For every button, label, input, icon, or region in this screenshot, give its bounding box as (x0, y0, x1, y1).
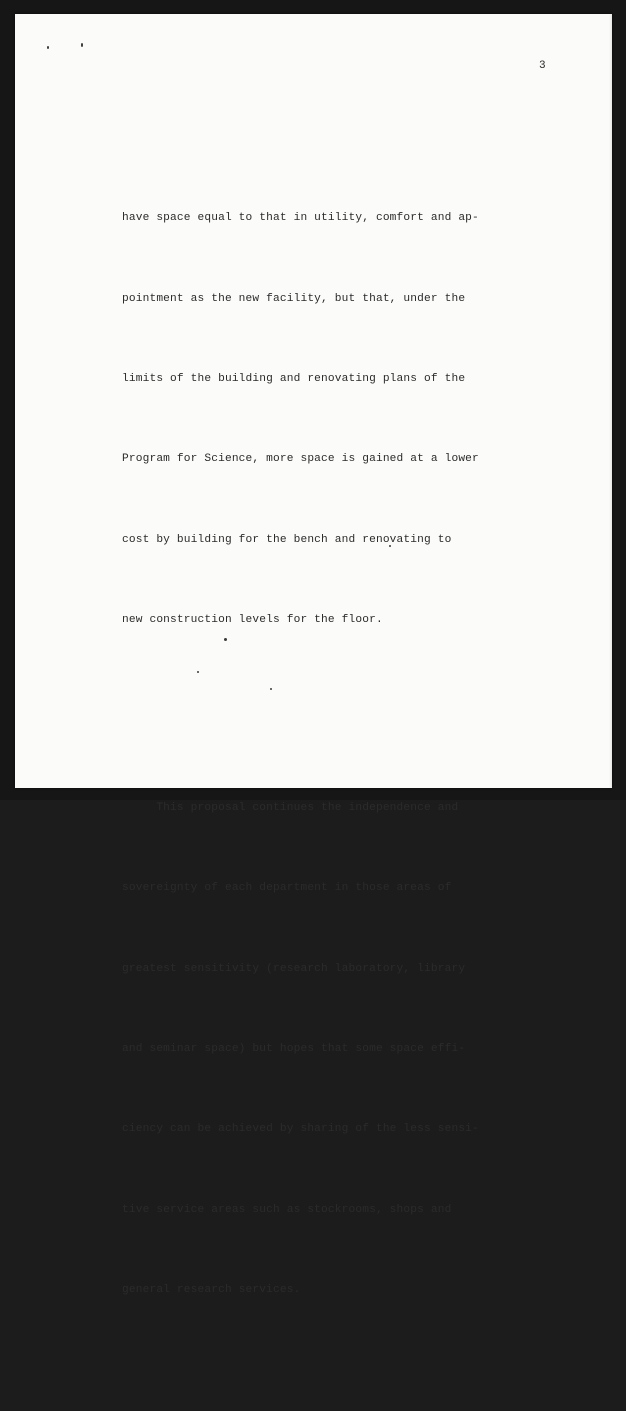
text-line: This proposal continues the independence and (122, 801, 459, 814)
text-line: have space equal to that in utility, comfort and ap- (122, 212, 479, 225)
text-line: general research services. (122, 1284, 301, 1297)
paragraph-2 (122, 741, 522, 1357)
text-line: new construction levels for the floor. (122, 614, 383, 627)
text-line: Program for Science, more space is gained at a lower (122, 453, 479, 466)
text-line: sovereignty of each department in those areas of (122, 882, 452, 895)
paragraph-1 (122, 152, 522, 688)
text-line: pointment as the new facility, but that, under the (122, 292, 466, 305)
text-line: ciency can be achieved by sharing of the less sensi- (122, 1123, 479, 1136)
ink-speck (81, 43, 83, 47)
body-text (122, 98, 522, 1411)
page-number: 3 (539, 60, 546, 72)
text-line: greatest sensitivity (research laboratory, library (122, 962, 466, 975)
document-page (15, 14, 612, 1297)
text-line: cost by building for the bench and renovating to (122, 533, 452, 546)
ink-speck (47, 46, 49, 49)
text-line: limits of the building and renovating plans of the (122, 372, 466, 385)
text-line: and seminar space) but hopes that some space effi- (122, 1042, 466, 1055)
text-line: tive service areas such as stockrooms, shops and (122, 1203, 452, 1216)
